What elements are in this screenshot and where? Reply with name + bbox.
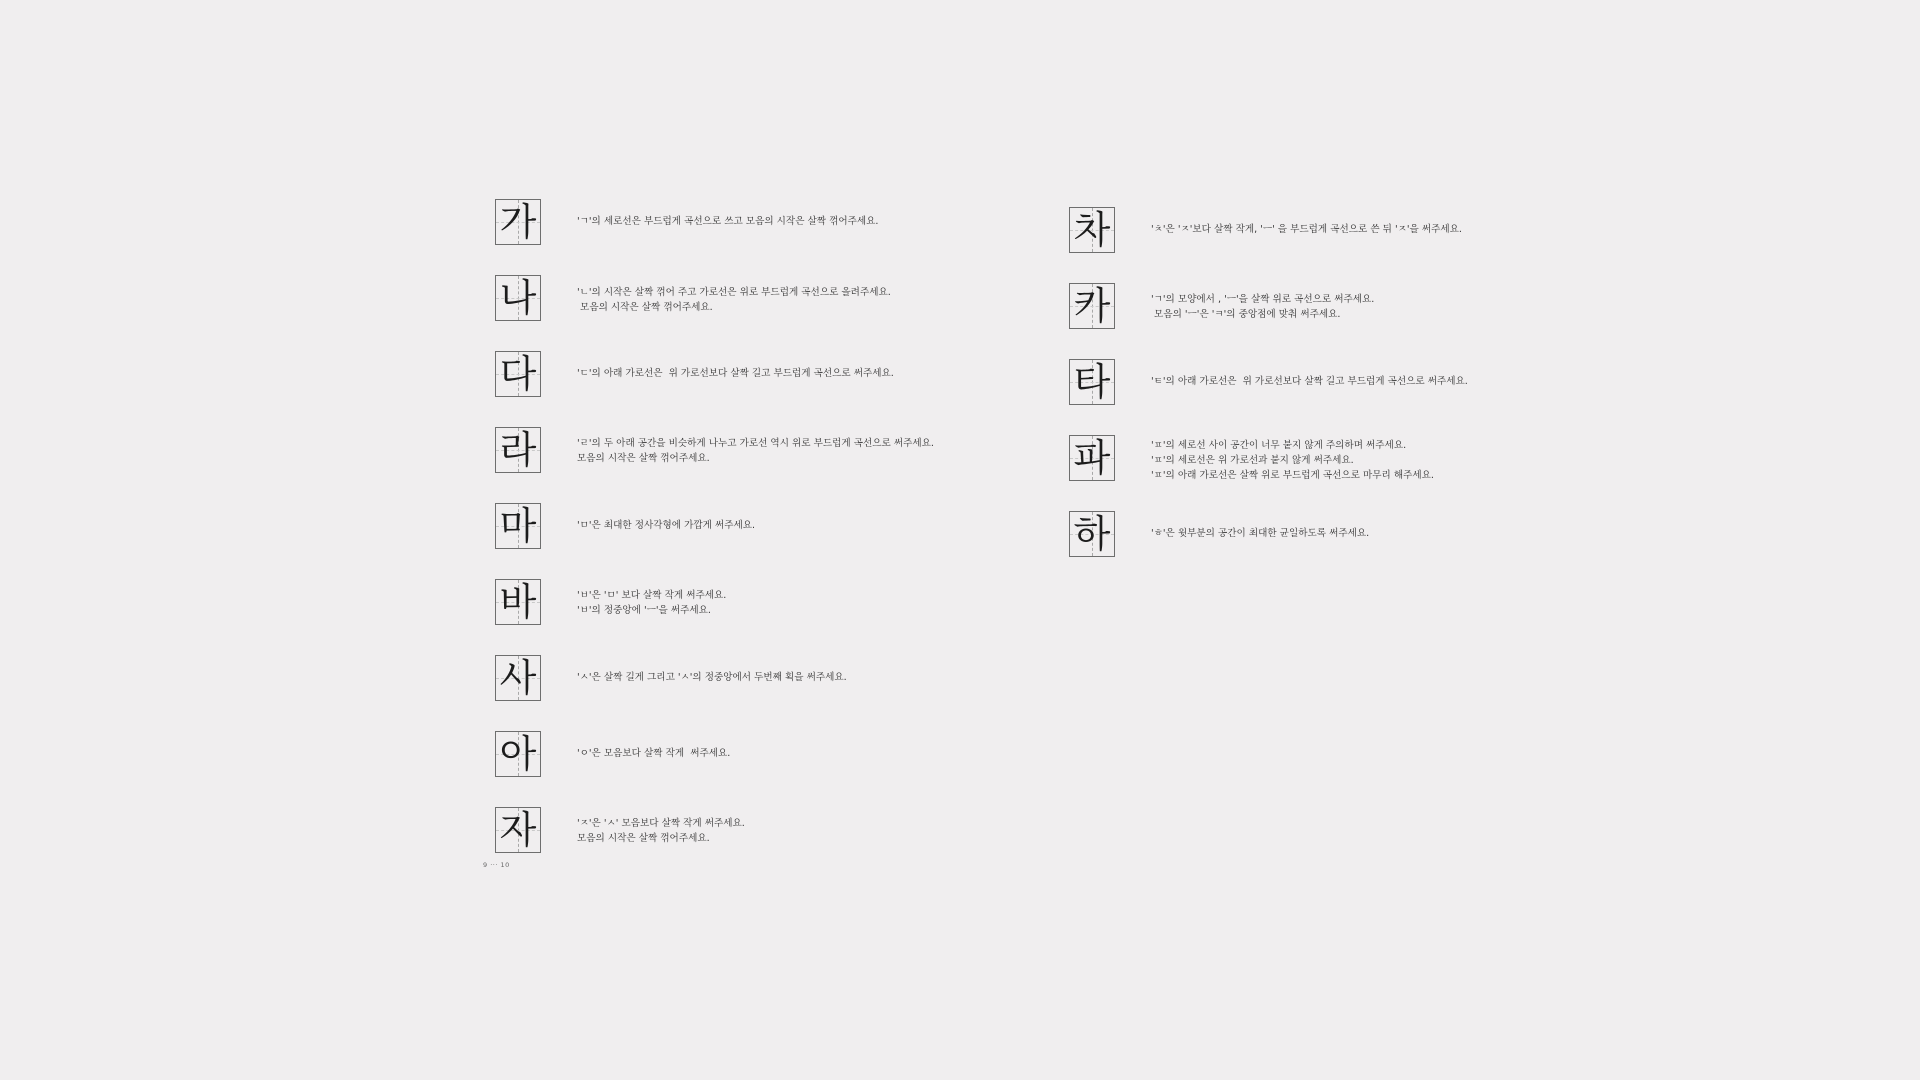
stroke-instruction: 'ㅅ'은 살짝 길게 그리고 'ㅅ'의 정중앙에서 두번째 획을 써주세요. xyxy=(577,672,847,683)
hangul-glyph: 차 xyxy=(1073,208,1111,252)
hangul-glyph: 사 xyxy=(499,656,537,700)
stroke-instruction: 'ㅊ'은 'ㅈ'보다 살짝 작게, 'ㅡ' 을 부드럽게 곡선으로 쓴 뒤 'ㅈ'을 써주세요. xyxy=(1151,224,1462,235)
hangul-glyph: 나 xyxy=(499,276,537,320)
stroke-instruction: 'ㅇ'은 모음보다 살짝 작게 써주세요. xyxy=(577,748,731,759)
glyph-practice-box xyxy=(1069,435,1115,481)
stroke-instruction: 'ㄴ'의 시작은 살짝 꺾어 주고 가로선은 위로 부드럽게 곡선으로 올려주세요. 모음의 시작은 살짝 꺾어주세요. xyxy=(577,287,891,313)
glyph-practice-box xyxy=(495,579,541,625)
stroke-instruction: 'ㅁ'은 최대한 정사각형에 가깝게 써주세요. xyxy=(577,520,756,531)
glyph-practice-box xyxy=(495,731,541,777)
stroke-instruction: 'ㅂ'은 'ㅁ' 보다 살짝 작게 써주세요. 'ㅂ'의 정중앙에 'ㅡ'을 써주세요. xyxy=(577,590,727,616)
glyph-entry xyxy=(495,807,1395,857)
glyph-practice-box xyxy=(495,655,541,701)
glyph-practice-box xyxy=(495,503,541,549)
page-number: 9 ··· 10 xyxy=(483,861,510,869)
stroke-instruction: 'ㄱ'의 세로선은 부드럽게 곡선으로 쓰고 모음의 시작은 살짝 꺾어주세요. xyxy=(577,216,879,227)
glyph-practice-box xyxy=(495,807,541,853)
glyph-practice-box xyxy=(1069,511,1115,557)
glyph-practice-box xyxy=(495,351,541,397)
hangul-glyph: 다 xyxy=(499,352,537,396)
stroke-instruction: 'ㄹ'의 두 아래 공간을 비슷하게 나누고 가로선 역시 위로 부드럽게 곡선으로 써주세요. 모음의 시작은 살짝 꺾어주세요. xyxy=(577,438,934,464)
glyph-practice-box xyxy=(495,427,541,473)
hangul-glyph: 가 xyxy=(499,200,537,244)
glyph-entry xyxy=(495,731,1395,781)
glyph-entry xyxy=(1069,511,1920,561)
glyph-entry xyxy=(1069,359,1920,409)
glyph-entry xyxy=(1069,207,1920,257)
glyph-entry xyxy=(495,579,1395,629)
hangul-glyph: 파 xyxy=(1073,436,1111,480)
hangul-glyph: 마 xyxy=(499,504,537,548)
hangul-glyph: 타 xyxy=(1073,360,1111,404)
hangul-glyph: 하 xyxy=(1073,512,1111,556)
glyph-practice-box xyxy=(1069,359,1115,405)
stroke-instruction: 'ㅎ'은 윗부분의 공간이 최대한 균일하도록 써주세요. xyxy=(1151,528,1370,539)
hangul-glyph: 아 xyxy=(499,732,537,776)
stroke-instruction: 'ㅌ'의 아래 가로선은 위 가로선보다 살짝 길고 부드럽게 곡선으로 써주세요. xyxy=(1151,376,1468,387)
glyph-practice-box xyxy=(495,275,541,321)
hangul-glyph: 자 xyxy=(499,808,537,852)
hangul-glyph: 라 xyxy=(499,428,537,472)
hangul-glyph: 카 xyxy=(1073,284,1111,328)
glyph-entry xyxy=(495,655,1395,705)
stroke-instruction: 'ㅈ'은 'ㅅ' 모음보다 살짝 작게 써주세요. 모음의 시작은 살짝 꺾어주세요. xyxy=(577,818,745,844)
stroke-instruction: 'ㄱ'의 모양에서 , 'ㅡ'을 살짝 위로 곡선으로 써주세요. 모음의 'ㅡ'은 'ㅋ'의 중앙점에 맞춰 써주세요. xyxy=(1151,294,1375,320)
glyph-practice-box xyxy=(1069,207,1115,253)
stroke-instruction: 'ㄷ'의 아래 가로선은 위 가로선보다 살짝 길고 부드럽게 곡선으로 써주세요. xyxy=(577,368,894,379)
glyph-practice-box xyxy=(495,199,541,245)
stroke-instruction: 'ㅍ'의 세로선 사이 공간이 너무 붙지 않게 주의하며 써주세요. 'ㅍ'의 세로선은 위 가로선과 붙지 않게 써주세요. 'ㅍ'의 아래 가로선은 살짝 위로 부드럽게 곡선으로 마무리 해주세요. xyxy=(1151,440,1434,481)
glyph-entry xyxy=(1069,435,1920,485)
glyph-practice-box xyxy=(1069,283,1115,329)
hangul-glyph: 바 xyxy=(499,580,537,624)
glyph-entry xyxy=(1069,283,1920,333)
